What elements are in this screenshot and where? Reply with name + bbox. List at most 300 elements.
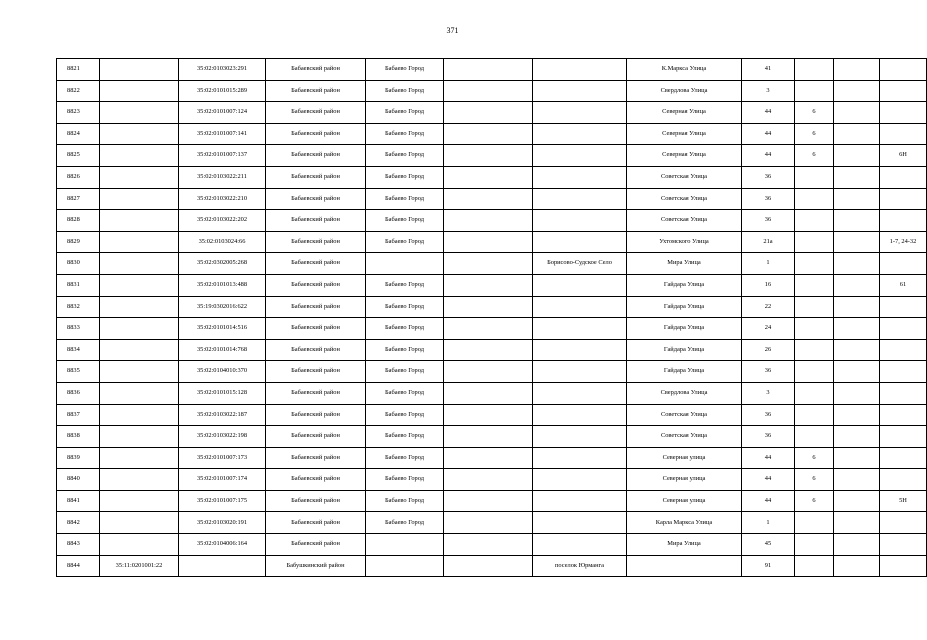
building-cell <box>795 555 834 577</box>
structure-cell <box>834 80 880 102</box>
village-cell <box>533 80 627 102</box>
street-cell: Советская Улица <box>627 188 742 210</box>
cadastral-quarter-cell <box>100 490 179 512</box>
structure-cell <box>834 447 880 469</box>
city-cell <box>366 534 444 556</box>
district-cell: Бабаевский район <box>266 80 366 102</box>
building-cell <box>795 339 834 361</box>
apartment-cell: 5Н <box>880 490 927 512</box>
building-cell <box>795 512 834 534</box>
table-row <box>57 469 927 491</box>
settlement-cell <box>444 318 533 340</box>
apartment-cell <box>880 382 927 404</box>
city-cell: Бабаево Город <box>366 102 444 124</box>
cadastral-number-cell: 35:02:0101007:141 <box>179 123 266 145</box>
settlement-cell <box>444 361 533 383</box>
street-cell: Советская Улица <box>627 404 742 426</box>
cadastral-quarter-cell <box>100 382 179 404</box>
cadastral-quarter-cell <box>100 469 179 491</box>
table-row <box>57 339 927 361</box>
street-cell: Гайдара Улица <box>627 318 742 340</box>
street-cell: Карла Маркса Улица <box>627 512 742 534</box>
row-number-cell: 8836 <box>57 382 100 404</box>
cadastral-quarter-cell <box>100 404 179 426</box>
building-cell: 6 <box>795 145 834 167</box>
settlement-cell <box>444 59 533 81</box>
cadastral-number-cell: 35:02:0103020:191 <box>179 512 266 534</box>
house-cell: 1 <box>742 512 795 534</box>
cadastral-quarter-cell <box>100 447 179 469</box>
building-cell <box>795 404 834 426</box>
cadastral-number-cell: 35:02:0302005:268 <box>179 253 266 275</box>
structure-cell <box>834 382 880 404</box>
apartment-cell <box>880 253 927 275</box>
district-cell: Бабаевский район <box>266 382 366 404</box>
house-cell: 44 <box>742 102 795 124</box>
street-cell: Северная улица <box>627 447 742 469</box>
row-number-cell: 8828 <box>57 210 100 232</box>
table-row <box>57 296 927 318</box>
row-number-cell: 8839 <box>57 447 100 469</box>
structure-cell <box>834 555 880 577</box>
table-row <box>57 123 927 145</box>
settlement-cell <box>444 490 533 512</box>
apartment-cell <box>880 512 927 534</box>
district-cell: Бабаевский район <box>266 469 366 491</box>
district-cell: Бабаевский район <box>266 426 366 448</box>
building-cell <box>795 361 834 383</box>
apartment-cell <box>880 296 927 318</box>
building-cell <box>795 426 834 448</box>
cadastral-quarter-cell <box>100 339 179 361</box>
row-number-cell: 8833 <box>57 318 100 340</box>
apartment-cell <box>880 102 927 124</box>
city-cell: Бабаево Город <box>366 59 444 81</box>
village-cell <box>533 512 627 534</box>
settlement-cell <box>444 123 533 145</box>
table-row <box>57 274 927 296</box>
village-cell <box>533 534 627 556</box>
row-number-cell: 8834 <box>57 339 100 361</box>
register-table <box>56 58 927 577</box>
row-number-cell: 8824 <box>57 123 100 145</box>
district-cell: Бабаевский район <box>266 339 366 361</box>
table-row <box>57 145 927 167</box>
building-cell: 6 <box>795 469 834 491</box>
row-number-cell: 8841 <box>57 490 100 512</box>
structure-cell <box>834 534 880 556</box>
cadastral-number-cell: 35:02:0101007:124 <box>179 102 266 124</box>
city-cell: Бабаево Город <box>366 404 444 426</box>
building-cell <box>795 80 834 102</box>
cadastral-number-cell: 35:02:0101015:289 <box>179 80 266 102</box>
city-cell <box>366 253 444 275</box>
village-cell <box>533 382 627 404</box>
city-cell <box>366 555 444 577</box>
village-cell <box>533 231 627 253</box>
row-number-cell: 8842 <box>57 512 100 534</box>
structure-cell <box>834 296 880 318</box>
structure-cell <box>834 166 880 188</box>
house-cell: 22 <box>742 296 795 318</box>
structure-cell <box>834 145 880 167</box>
cadastral-quarter-cell <box>100 361 179 383</box>
street-cell: Советская Улица <box>627 426 742 448</box>
row-number-cell: 8826 <box>57 166 100 188</box>
district-cell: Бабаевский район <box>266 447 366 469</box>
city-cell: Бабаево Город <box>366 339 444 361</box>
street-cell: Северная Улица <box>627 102 742 124</box>
table-row <box>57 426 927 448</box>
village-cell <box>533 361 627 383</box>
row-number-cell: 8823 <box>57 102 100 124</box>
settlement-cell <box>444 296 533 318</box>
district-cell: Бабаевский район <box>266 123 366 145</box>
table-row <box>57 534 927 556</box>
structure-cell <box>834 274 880 296</box>
city-cell: Бабаево Город <box>366 188 444 210</box>
structure-cell <box>834 188 880 210</box>
village-cell: поселок Юрманга <box>533 555 627 577</box>
structure-cell <box>834 59 880 81</box>
cadastral-quarter-cell <box>100 59 179 81</box>
house-cell: 44 <box>742 490 795 512</box>
city-cell: Бабаево Город <box>366 274 444 296</box>
street-cell: Северная Улица <box>627 145 742 167</box>
street-cell <box>627 555 742 577</box>
cadastral-number-cell: 35:02:0101014:516 <box>179 318 266 340</box>
house-cell: 26 <box>742 339 795 361</box>
district-cell: Бабаевский район <box>266 512 366 534</box>
cadastral-number-cell: 35:02:0101007:173 <box>179 447 266 469</box>
table-row <box>57 231 927 253</box>
house-cell: 45 <box>742 534 795 556</box>
city-cell: Бабаево Город <box>366 231 444 253</box>
cadastral-quarter-cell <box>100 231 179 253</box>
street-cell: Мира Улица <box>627 253 742 275</box>
cadastral-number-cell: 35:02:0103022:202 <box>179 210 266 232</box>
structure-cell <box>834 339 880 361</box>
table-row <box>57 210 927 232</box>
cadastral-number-cell: 35:19:0302016:622 <box>179 296 266 318</box>
settlement-cell <box>444 534 533 556</box>
cadastral-number-cell: 35:02:0103022:210 <box>179 188 266 210</box>
district-cell: Бабаевский район <box>266 534 366 556</box>
city-cell: Бабаево Город <box>366 166 444 188</box>
row-number-cell: 8821 <box>57 59 100 81</box>
house-cell: 44 <box>742 145 795 167</box>
village-cell <box>533 490 627 512</box>
building-cell <box>795 274 834 296</box>
settlement-cell <box>444 555 533 577</box>
district-cell: Бабаевский район <box>266 59 366 81</box>
apartment-cell <box>880 123 927 145</box>
village-cell <box>533 426 627 448</box>
village-cell <box>533 145 627 167</box>
village-cell <box>533 188 627 210</box>
district-cell: Бабаевский район <box>266 318 366 340</box>
structure-cell <box>834 426 880 448</box>
apartment-cell <box>880 555 927 577</box>
street-cell: К.Маркса Улица <box>627 59 742 81</box>
building-cell: 6 <box>795 490 834 512</box>
village-cell <box>533 318 627 340</box>
house-cell: 16 <box>742 274 795 296</box>
cadastral-quarter-cell <box>100 318 179 340</box>
apartment-cell <box>880 361 927 383</box>
street-cell: Советская Улица <box>627 166 742 188</box>
apartment-cell <box>880 59 927 81</box>
cadastral-number-cell: 35:02:0103022:211 <box>179 166 266 188</box>
district-cell: Бабаевский район <box>266 231 366 253</box>
row-number-cell: 8822 <box>57 80 100 102</box>
cadastral-quarter-cell <box>100 274 179 296</box>
row-number-cell: 8832 <box>57 296 100 318</box>
table-row <box>57 188 927 210</box>
street-cell: Северная Улица <box>627 123 742 145</box>
district-cell: Бабаевский район <box>266 274 366 296</box>
settlement-cell <box>444 447 533 469</box>
house-cell: 24 <box>742 318 795 340</box>
cadastral-number-cell: 35:02:0101007:174 <box>179 469 266 491</box>
cadastral-number-cell: 35:02:0101014:768 <box>179 339 266 361</box>
cadastral-quarter-cell <box>100 426 179 448</box>
structure-cell <box>834 469 880 491</box>
row-number-cell: 8840 <box>57 469 100 491</box>
building-cell <box>795 253 834 275</box>
building-cell <box>795 231 834 253</box>
table-row <box>57 382 927 404</box>
settlement-cell <box>444 339 533 361</box>
house-cell: 91 <box>742 555 795 577</box>
district-cell: Бабаевский район <box>266 166 366 188</box>
cadastral-quarter-cell <box>100 166 179 188</box>
apartment-cell <box>880 426 927 448</box>
street-cell: Мира Улица <box>627 534 742 556</box>
house-cell: 1 <box>742 253 795 275</box>
house-cell: 36 <box>742 426 795 448</box>
house-cell: 21а <box>742 231 795 253</box>
cadastral-number-cell: 35:02:0101007:175 <box>179 490 266 512</box>
settlement-cell <box>444 210 533 232</box>
row-number-cell: 8831 <box>57 274 100 296</box>
building-cell <box>795 210 834 232</box>
table-row <box>57 80 927 102</box>
table-row <box>57 490 927 512</box>
street-cell: Гайдара Улица <box>627 296 742 318</box>
street-cell: Советская Улица <box>627 210 742 232</box>
structure-cell <box>834 318 880 340</box>
cadastral-number-cell: 35:02:0104010:370 <box>179 361 266 383</box>
settlement-cell <box>444 404 533 426</box>
cadastral-quarter-cell <box>100 102 179 124</box>
building-cell <box>795 318 834 340</box>
table-row <box>57 361 927 383</box>
apartment-cell <box>880 339 927 361</box>
cadastral-quarter-cell <box>100 80 179 102</box>
row-number-cell: 8843 <box>57 534 100 556</box>
settlement-cell <box>444 188 533 210</box>
street-cell: Гайдара Улица <box>627 361 742 383</box>
cadastral-number-cell: 35:02:0104006:164 <box>179 534 266 556</box>
table-row <box>57 166 927 188</box>
village-cell <box>533 123 627 145</box>
cadastral-number-cell: 35:02:0103022:187 <box>179 404 266 426</box>
street-cell: Свердлова Улица <box>627 80 742 102</box>
district-cell: Бабаевский район <box>266 361 366 383</box>
cadastral-number-cell: 35:02:0103022:198 <box>179 426 266 448</box>
building-cell <box>795 188 834 210</box>
cadastral-quarter-cell <box>100 534 179 556</box>
city-cell: Бабаево Город <box>366 80 444 102</box>
cadastral-quarter-cell <box>100 210 179 232</box>
structure-cell <box>834 490 880 512</box>
village-cell <box>533 339 627 361</box>
street-cell: Северная улица <box>627 469 742 491</box>
settlement-cell <box>444 166 533 188</box>
building-cell: 6 <box>795 123 834 145</box>
apartment-cell <box>880 188 927 210</box>
house-cell: 44 <box>742 123 795 145</box>
row-number-cell: 8838 <box>57 426 100 448</box>
apartment-cell <box>880 210 927 232</box>
structure-cell <box>834 404 880 426</box>
row-number-cell: 8844 <box>57 555 100 577</box>
settlement-cell <box>444 145 533 167</box>
structure-cell <box>834 210 880 232</box>
apartment-cell <box>880 80 927 102</box>
district-cell: Бабаевский район <box>266 188 366 210</box>
settlement-cell <box>444 274 533 296</box>
district-cell: Бабаевский район <box>266 490 366 512</box>
cadastral-number-cell: 35:02:0101015:128 <box>179 382 266 404</box>
building-cell <box>795 534 834 556</box>
row-number-cell: 8830 <box>57 253 100 275</box>
village-cell <box>533 166 627 188</box>
village-cell <box>533 404 627 426</box>
page-number: 371 <box>446 26 459 35</box>
city-cell: Бабаево Город <box>366 447 444 469</box>
building-cell <box>795 59 834 81</box>
apartment-cell <box>880 469 927 491</box>
structure-cell <box>834 512 880 534</box>
city-cell: Бабаево Город <box>366 469 444 491</box>
city-cell: Бабаево Город <box>366 512 444 534</box>
cadastral-quarter-cell <box>100 123 179 145</box>
row-number-cell: 8829 <box>57 231 100 253</box>
village-cell <box>533 102 627 124</box>
structure-cell <box>834 123 880 145</box>
settlement-cell <box>444 253 533 275</box>
house-cell: 36 <box>742 166 795 188</box>
structure-cell <box>834 253 880 275</box>
city-cell: Бабаево Город <box>366 123 444 145</box>
street-cell: Ухтомского Улица <box>627 231 742 253</box>
district-cell: Бабаевский район <box>266 102 366 124</box>
structure-cell <box>834 102 880 124</box>
table-row <box>57 318 927 340</box>
city-cell: Бабаево Город <box>366 382 444 404</box>
street-cell: Гайдара Улица <box>627 274 742 296</box>
table-row <box>57 404 927 426</box>
house-cell: 3 <box>742 382 795 404</box>
house-cell: 44 <box>742 469 795 491</box>
city-cell: Бабаево Город <box>366 490 444 512</box>
house-cell: 36 <box>742 361 795 383</box>
house-cell: 3 <box>742 80 795 102</box>
row-number-cell: 8825 <box>57 145 100 167</box>
building-cell: 6 <box>795 102 834 124</box>
cadastral-quarter-cell: 35:11:0201001:22 <box>100 555 179 577</box>
house-cell: 36 <box>742 210 795 232</box>
cadastral-number-cell: 35:02:0103024:66 <box>179 231 266 253</box>
settlement-cell <box>444 102 533 124</box>
city-cell: Бабаево Город <box>366 361 444 383</box>
apartment-cell <box>880 447 927 469</box>
building-cell <box>795 296 834 318</box>
village-cell: Борисово-Судское Село <box>533 253 627 275</box>
building-cell <box>795 382 834 404</box>
city-cell: Бабаево Город <box>366 296 444 318</box>
settlement-cell <box>444 426 533 448</box>
table-row <box>57 512 927 534</box>
house-cell: 36 <box>742 188 795 210</box>
district-cell: Бабаевский район <box>266 253 366 275</box>
district-cell: Бабаевский район <box>266 296 366 318</box>
street-cell: Северная улица <box>627 490 742 512</box>
apartment-cell: 6Н <box>880 145 927 167</box>
district-cell: Бабаевский район <box>266 145 366 167</box>
table-row <box>57 253 927 275</box>
house-cell: 41 <box>742 59 795 81</box>
table-row <box>57 102 927 124</box>
city-cell: Бабаево Город <box>366 210 444 232</box>
cadastral-quarter-cell <box>100 296 179 318</box>
district-cell: Бабаевский район <box>266 404 366 426</box>
village-cell <box>533 447 627 469</box>
village-cell <box>533 59 627 81</box>
house-cell: 36 <box>742 404 795 426</box>
cadastral-quarter-cell <box>100 145 179 167</box>
city-cell: Бабаево Город <box>366 318 444 340</box>
table-row <box>57 447 927 469</box>
settlement-cell <box>444 80 533 102</box>
cadastral-number-cell: 35:02:0103023:291 <box>179 59 266 81</box>
cadastral-quarter-cell <box>100 188 179 210</box>
cadastral-quarter-cell <box>100 253 179 275</box>
cadastral-quarter-cell <box>100 512 179 534</box>
register-body <box>57 59 927 577</box>
settlement-cell <box>444 512 533 534</box>
row-number-cell: 8835 <box>57 361 100 383</box>
building-cell <box>795 166 834 188</box>
cadastral-number-cell: 35:02:0101007:137 <box>179 145 266 167</box>
apartment-cell <box>880 534 927 556</box>
village-cell <box>533 274 627 296</box>
building-cell: 6 <box>795 447 834 469</box>
house-cell: 44 <box>742 447 795 469</box>
cadastral-number-cell <box>179 555 266 577</box>
street-cell: Свердлова Улица <box>627 382 742 404</box>
village-cell <box>533 210 627 232</box>
row-number-cell: 8827 <box>57 188 100 210</box>
apartment-cell <box>880 404 927 426</box>
row-number-cell: 8837 <box>57 404 100 426</box>
village-cell <box>533 296 627 318</box>
district-cell: Бабушкинский район <box>266 555 366 577</box>
village-cell <box>533 469 627 491</box>
cadastral-number-cell: 35:02:0101013:488 <box>179 274 266 296</box>
